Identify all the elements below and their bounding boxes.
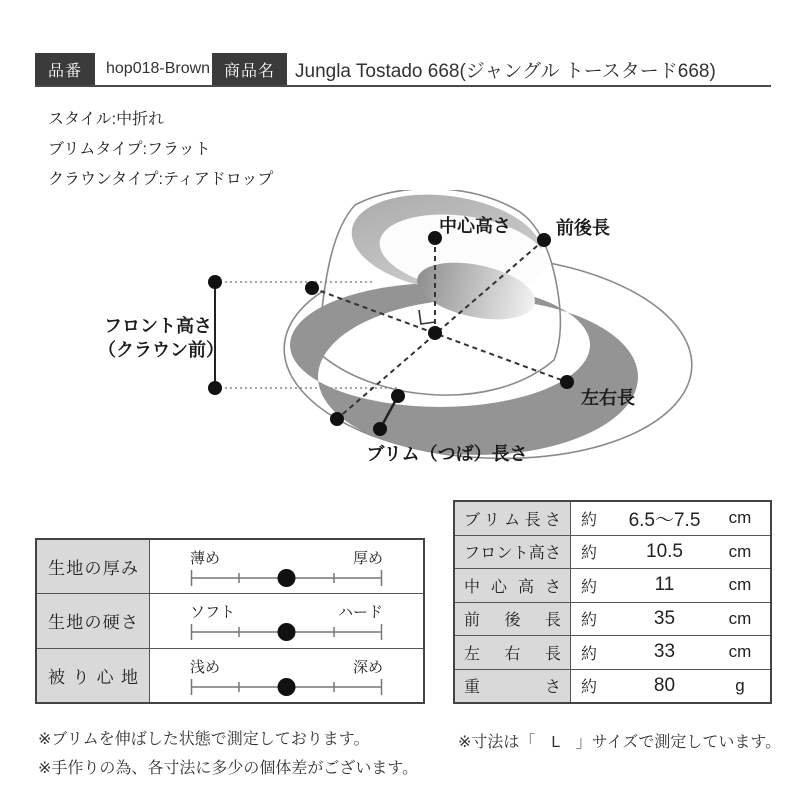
note-handmade-variance: ※手作りの為、各寸法に多少の個体差がございます。 [38, 760, 419, 777]
measurements-table [453, 500, 772, 704]
rating-label: 被り心地 [48, 667, 138, 687]
rating-label-cell [37, 649, 150, 702]
measure-value: 11 [654, 574, 675, 596]
rating-scale-cell [150, 594, 423, 647]
rating-scale [190, 620, 383, 644]
item-number-label-box [35, 53, 95, 85]
measure-label: ブリム長さ [464, 511, 561, 529]
dot-center-cross [428, 326, 442, 340]
measure-value-cell [571, 603, 770, 636]
item-number-label: 品番 [47, 62, 82, 80]
table-row [455, 536, 770, 570]
measure-unit: cm [728, 642, 752, 662]
approx-prefix: 約 [581, 545, 598, 563]
product-name-value: Jungla Tostado 668(ジャングル トースタード668) [295, 60, 716, 82]
product-name-label-box [212, 53, 287, 85]
scale-min-label: 浅め [190, 658, 221, 676]
rating-label-cell [37, 540, 150, 593]
measure-unit: g [735, 675, 745, 695]
spec-brim-type: ブリムタイプ:フラット [48, 141, 211, 158]
dot-front-height-top [208, 275, 222, 289]
approx-prefix: 約 [581, 645, 598, 663]
rating-dot [278, 678, 296, 696]
measure-label: フロント高さ [464, 545, 561, 563]
front-back-label: 前後長 [556, 218, 610, 238]
front-height-label-line2: （クラウン前） [98, 340, 224, 360]
table-row [455, 603, 770, 637]
center-height-label: 中心高さ [439, 216, 511, 236]
item-number-value: hop018-Brown [106, 60, 211, 77]
measure-value-cell [571, 670, 770, 703]
dot-left-right-left [305, 281, 319, 295]
dot-front-back-bottom [330, 412, 344, 426]
dot-left-right-right [560, 375, 574, 389]
table-row [455, 569, 770, 603]
measure-value: 10.5 [646, 540, 683, 562]
note-size-basis: ※寸法は「 L 」サイズで測定しています。 [458, 734, 782, 751]
approx-prefix: 約 [581, 578, 598, 596]
measure-unit: cm [728, 508, 752, 528]
table-row [37, 540, 423, 594]
measure-value: 80 [653, 674, 676, 696]
product-name-label: 商品名 [223, 62, 275, 80]
measure-label: 前後長 [464, 612, 561, 630]
rating-label-cell [37, 594, 150, 647]
note-brim-measurement: ※ブリムを伸ばした状態で測定しております。 [38, 731, 370, 748]
table-row [455, 670, 770, 703]
measure-label: 重さ [464, 679, 561, 697]
front-height-label-line1: フロント高さ [104, 316, 212, 336]
rating-label: 生地の厚み [48, 559, 138, 579]
rating-label: 生地の硬さ [48, 613, 138, 633]
rating-dot [278, 569, 296, 587]
measure-value: 6.5～7.5 [628, 509, 701, 531]
table-row [455, 502, 770, 536]
measure-value: 33 [653, 641, 676, 663]
measure-label-cell [455, 502, 571, 535]
measure-label-cell [455, 536, 571, 569]
fabric-ratings-table [35, 538, 425, 704]
scale-max-label: ハード [337, 604, 383, 622]
rating-scale-cell [150, 540, 423, 593]
approx-prefix: 約 [581, 511, 598, 529]
measure-label-cell [455, 569, 571, 602]
rating-scale [190, 566, 383, 590]
measure-label-cell [455, 636, 571, 669]
scale-max-label: 深め [352, 658, 383, 676]
dot-front-back-top [537, 233, 551, 247]
measure-value-cell [571, 636, 770, 669]
dot-brim-inner [391, 389, 405, 403]
spec-crown-type: クラウンタイプ:ティアドロップ [48, 171, 274, 188]
rating-dot [278, 623, 296, 641]
measure-value-cell [571, 569, 770, 602]
table-row [455, 636, 770, 670]
scale-min-label: ソフト [190, 604, 236, 622]
measure-value-cell [571, 502, 770, 535]
scale-min-label: 薄め [190, 550, 221, 567]
measure-value: 35 [653, 607, 676, 629]
measure-label: 中心高さ [464, 578, 561, 596]
measure-label-cell [455, 670, 571, 703]
hat-measurement-diagram [0, 190, 800, 505]
header-divider [35, 85, 771, 87]
rating-scale [190, 675, 383, 699]
table-row [37, 594, 423, 648]
approx-prefix: 約 [581, 612, 598, 630]
dot-brim-outer [373, 422, 387, 436]
brim-length-label: ブリム（つば）長さ [366, 444, 528, 464]
scale-max-label: 厚め [352, 550, 383, 567]
spec-style: スタイル:中折れ [48, 111, 165, 128]
measure-value-cell [571, 536, 770, 569]
measure-unit: cm [728, 541, 752, 561]
approx-prefix: 約 [581, 679, 598, 697]
rating-scale-cell [150, 649, 423, 702]
dot-front-height-bottom [208, 381, 222, 395]
measure-unit: cm [728, 575, 752, 595]
measure-unit: cm [728, 608, 752, 628]
table-row [37, 649, 423, 702]
measure-label-cell [455, 603, 571, 636]
left-right-label: 左右長 [581, 388, 635, 408]
measure-label: 左右長 [464, 645, 561, 663]
